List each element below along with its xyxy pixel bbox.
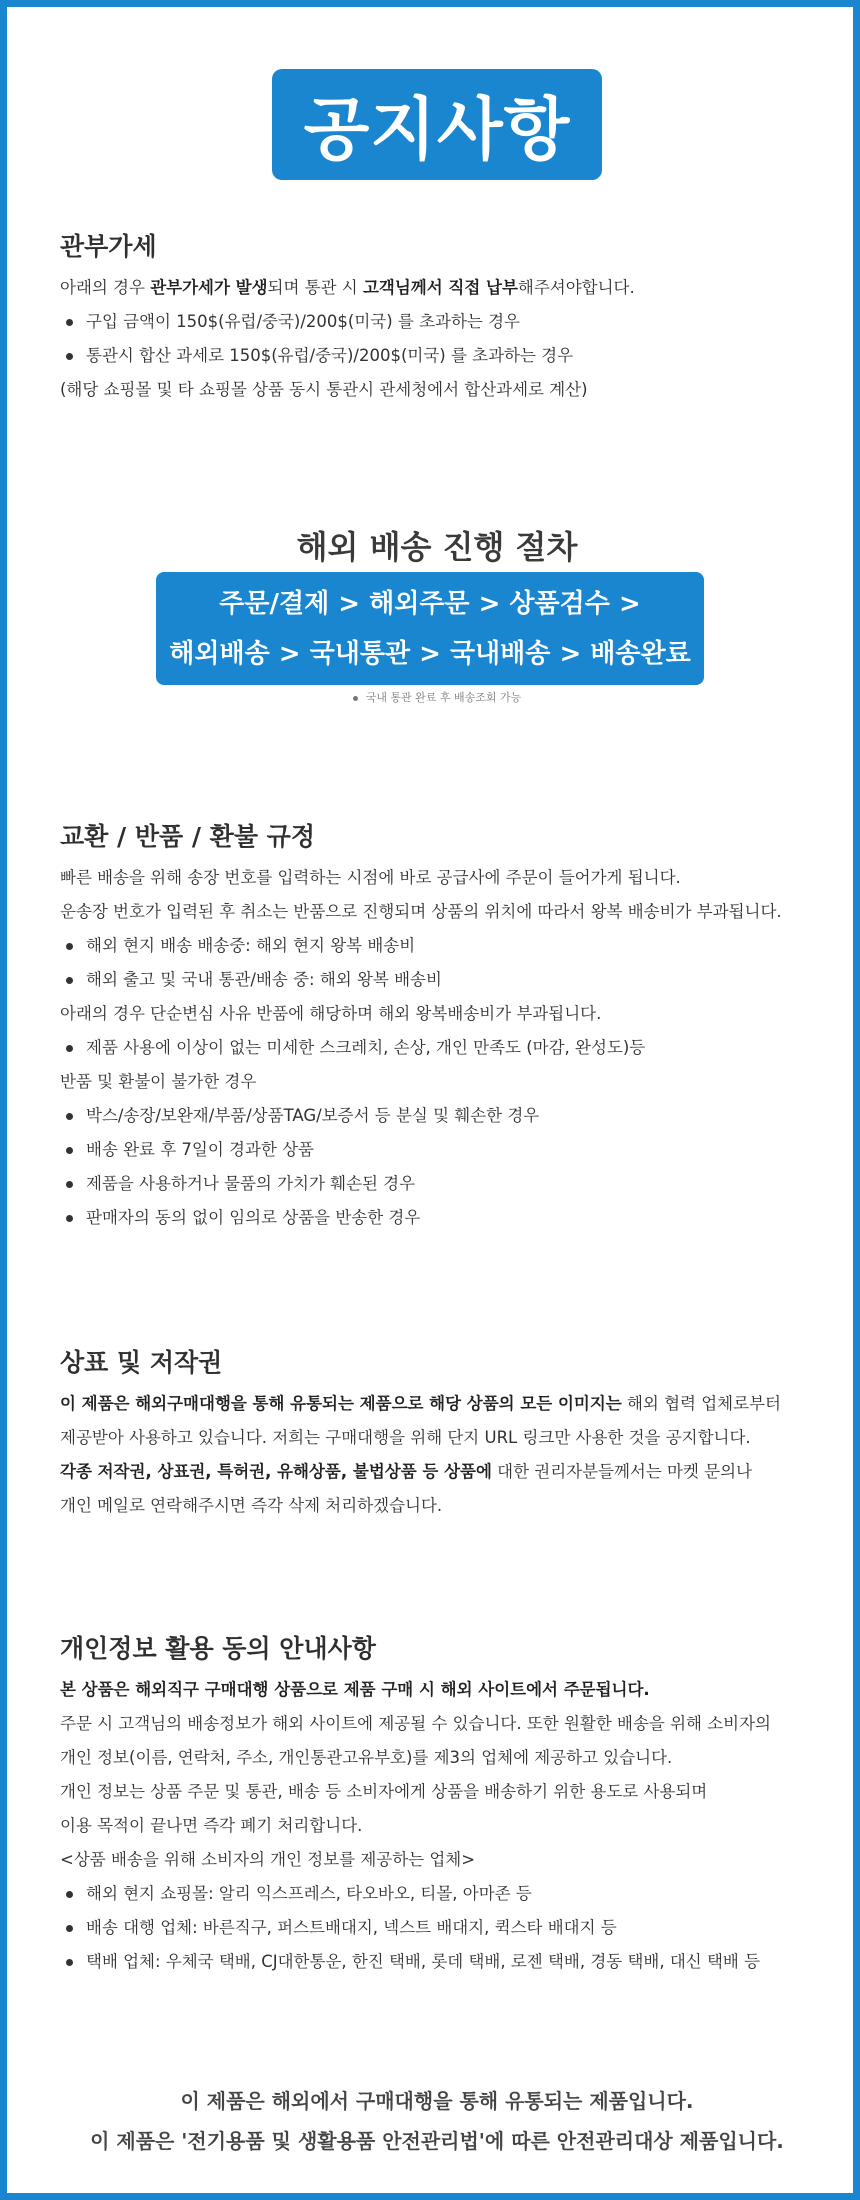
trademark-line: 제공받아 사용하고 있습니다. 저희는 구매대행을 위해 단지 URL 링크만 사용한 것을 공지합니다. (60, 1428, 751, 1447)
process-note: 국내 통관 완료 후 배송조회 가능 (7, 689, 860, 705)
privacy-line: 본 상품은 해외직구 구매대행 상품으로 제품 구매 시 해외 사이트에서 주문됩니다. (60, 1680, 650, 1699)
list-item: 배송 대행 업체: 바른직구, 퍼스트배대지, 넥스트 배대지, 퀵스타 배대지 등 (60, 1911, 820, 1945)
process-steps-box (156, 572, 704, 685)
list-item: 해외 출고 및 국내 통관/배송 중: 해외 왕복 배송비 (60, 963, 820, 997)
customs-note: (해당 쇼핑몰 및 타 쇼핑몰 상품 동시 통관시 관세청에서 합산과세로 계산) (60, 380, 588, 399)
process-steps-row1: 주문/결제 > 해외주문 > 상품검수 > (219, 589, 641, 619)
customs-section (60, 229, 820, 407)
returns-line: 빠른 배송을 위해 송장 번호를 입력하는 시점에 바로 공급사에 주문이 들어가게 됩니다. (60, 868, 681, 887)
list-item: 해외 현지 쇼핑몰: 알리 익스프레스, 타오바오, 티몰, 아마존 등 (60, 1877, 820, 1911)
privacy-section (60, 1631, 820, 1979)
privacy-line: 개인 정보는 상품 주문 및 통관, 배송 등 소비자에게 상품을 배송하기 위한 용도로 사용되며 (60, 1782, 708, 1801)
list-item: 해외 현지 배송 배송중: 해외 현지 왕복 배송비 (60, 929, 820, 963)
returns-line: 운송장 번호가 입력된 후 취소는 반품으로 진행되며 상품의 위치에 따라서 왕복 배송비가 부과됩니다. (60, 902, 782, 921)
returns-section (60, 819, 820, 1235)
returns-line: 반품 및 환불이 불가한 경우 (60, 1072, 257, 1091)
privacy-line: 주문 시 고객님의 배송정보가 해외 사이트에 제공될 수 있습니다. 또한 원활한 배송을 위해 소비자의 (60, 1714, 771, 1733)
page-title: 공지사항 (272, 69, 602, 180)
trademark-section (60, 1345, 820, 1523)
customs-heading: 관부가세 (60, 232, 157, 261)
footer-line-2: 이 제품은 '전기용품 및 생활용품 안전관리법'에 따른 안전관리대상 제품입니다. (90, 2129, 784, 2153)
bullet-dot-icon (353, 696, 358, 701)
process-heading: 해외 배송 진행 절차 (296, 528, 578, 566)
customs-intro: 아래의 경우 관부가세가 발생되며 통관 시 고객님께서 직접 납부해주셔야합니다. (60, 278, 635, 297)
returns-line: 아래의 경우 단순변심 사유 반품에 해당하며 해외 왕복배송비가 부과됩니다. (60, 1004, 602, 1023)
privacy-heading: 개인정보 활용 동의 안내사항 (60, 1634, 376, 1663)
trademark-heading: 상표 및 저작권 (60, 1348, 223, 1377)
privacy-line: 개인 정보(이름, 연락처, 주소, 개인통관고유부호)를 제3의 업체에 제공하고 있습니다. (60, 1748, 673, 1767)
list-item: 제품을 사용하거나 물품의 가치가 훼손된 경우 (60, 1167, 820, 1201)
list-item: 제품 사용에 이상이 없는 미세한 스크레치, 손상, 개인 만족도 (마감, 완성도)등 (60, 1031, 820, 1065)
trademark-line: 개인 메일로 연락해주시면 즉각 삭제 처리하겠습니다. (60, 1496, 443, 1515)
privacy-line: 이용 목적이 끝나면 즉각 폐기 처리합니다. (60, 1816, 363, 1835)
returns-heading: 교환 / 반품 / 환불 규정 (60, 822, 315, 851)
trademark-line: 이 제품은 해외구매대행을 통해 유통되는 제품으로 해당 상품의 모든 이미지는 해외 협력 업체로부터 (60, 1394, 781, 1413)
list-item: 박스/송장/보완재/부품/상품TAG/보증서 등 분실 및 훼손한 경우 (60, 1099, 820, 1133)
list-item: 통관시 합산 과세로 150$(유럽/중국)/200$(미국) 를 초과하는 경우 (60, 339, 820, 373)
privacy-line: <상품 배송을 위해 소비자의 개인 정보를 제공하는 업체> (60, 1850, 476, 1869)
process-steps-row2: 해외배송 > 국내통관 > 국내배송 > 배송완료 (169, 639, 691, 669)
list-item: 택배 업체: 우체국 택배, CJ대한통운, 한진 택배, 롯데 택배, 로젠 택배, 경동 택배, 대신 택배 등 (60, 1945, 820, 1979)
list-item: 구입 금액이 150$(유럽/중국)/200$(미국) 를 초과하는 경우 (60, 305, 820, 339)
list-item: 배송 완료 후 7일이 경과한 상품 (60, 1133, 820, 1167)
list-item: 판매자의 동의 없이 임의로 상품을 반송한 경우 (60, 1201, 820, 1235)
footer-line-1: 이 제품은 해외에서 구매대행을 통해 유통되는 제품입니다. (180, 2089, 694, 2113)
trademark-line: 각종 저작권, 상표권, 특허권, 유해상품, 불법상품 등 상품에 대한 권리자분들께서는 마켓 문의나 (60, 1462, 752, 1481)
